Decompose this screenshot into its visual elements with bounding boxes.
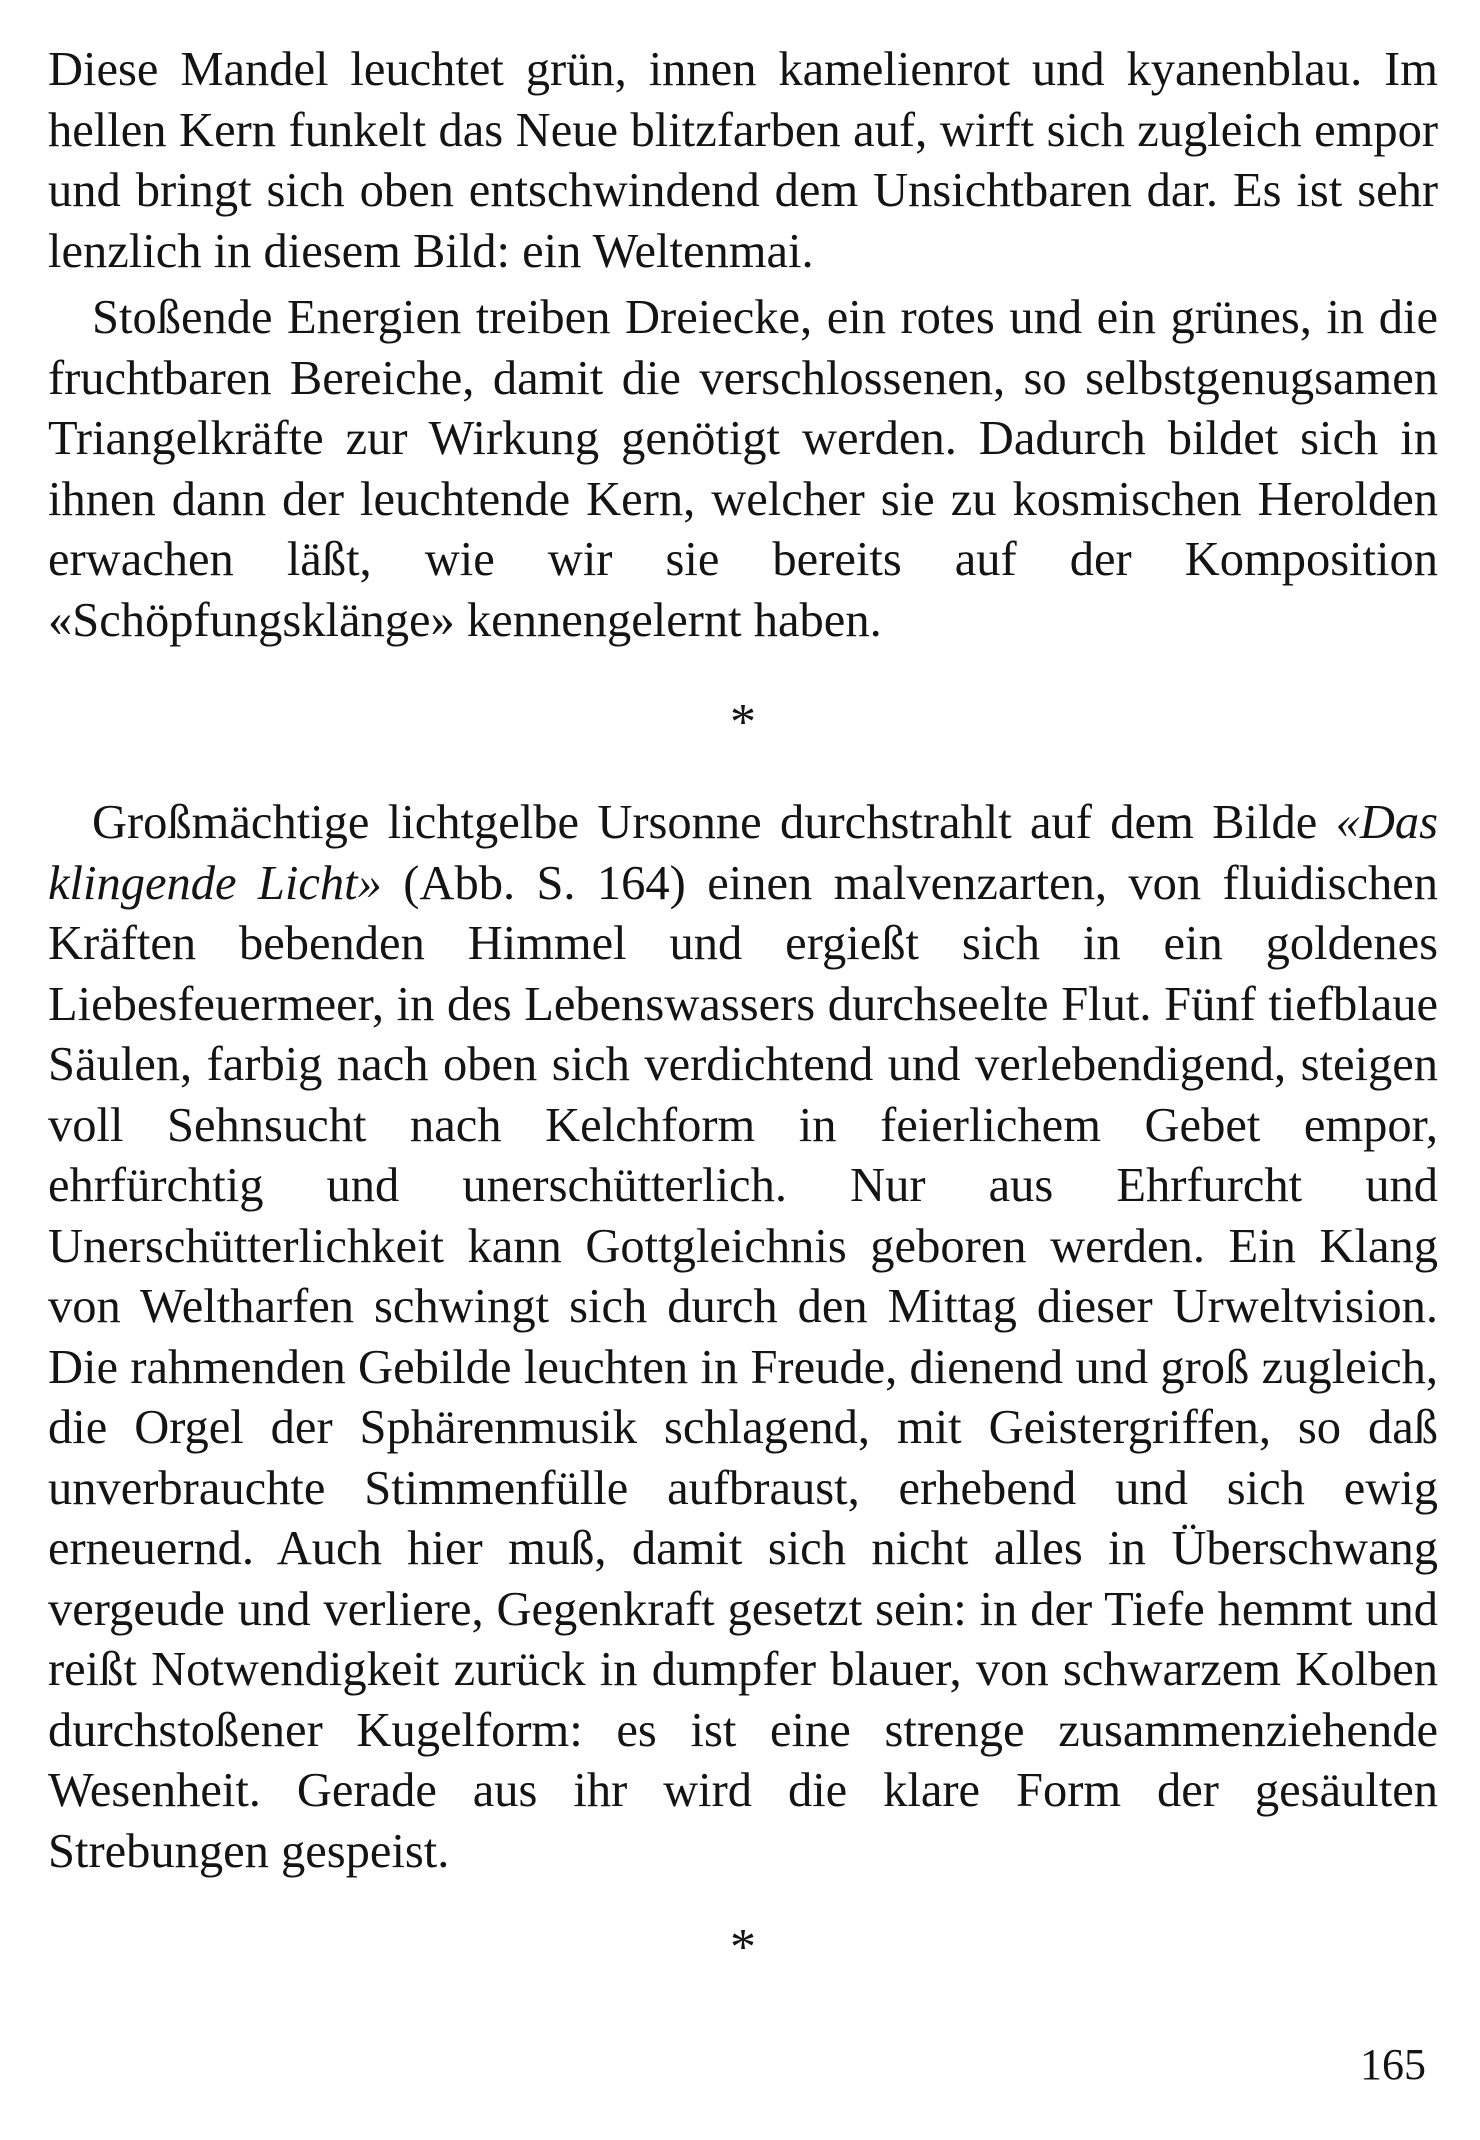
paragraph-text-rest: (Abb. S. 164) einen malvenzarten, von fluidischen Kräften bebenden Himmel und ergießt sich in ein goldenes Liebesfeuermeer, in des Lebenswassers durchseelte Flut. Fünf tiefblaue Säulen, farbig nach oben sich verdichtend und verlebendigend, steigen voll Sehnsucht nach Kelchform in feierlichem Gebet empor, ehrfürchtig und unerschütterlich. Nur aus Ehrfurcht und Unerschütterlichkeit kann Gottgleichnis geboren werden. Ein Klang von Weltharfen schwingt sich durch den Mittag dieser Urweltvision. Die rahmenden Gebilde leuchten in Freude, dienend und groß zugleich, die Orgel der Sphärenmusik schlagend, mit Geistergriffen, so daß unverbrauchte Stimmenfülle aufbraust, erhebend und sich ewig erneuernd. Auch hier muß, damit sich nicht alles in Überschwang vergeude und verliere, Gegenkraft gesetzt sein: in der Tiefe hemmt und reißt Notwendigkeit zurück in dumpfer blauer, von schwarzem Kolben durchstoßener Kugelform: es ist eine strenge zusammenziehende Wesenheit. Gerade aus ihr wird die klare Form der gesäulten Strebungen gespeist. <box>48 856 1438 1878</box>
paragraph-dreiecke: Stoßende Energien treiben Dreiecke, ein rotes und ein grünes, in die fruchtbaren Bereiche, damit die verschlossenen, so selbstgenugsamen Triangelkräfte zur Wirkung genötigt werden. Dadurch bildet sich in ihnen dann der leuchtende Kern, welcher sie zu kosmischen Herolden erwachen läßt, wie wir sie bereits auf der Komposition «Schöpfungsklänge» kennengelernt haben. <box>48 291 1438 647</box>
page-number: 165 <box>1360 2040 1426 2089</box>
section-separator: * <box>730 1919 756 1976</box>
paragraph-mandel: Diese Mandel leuchtet grün, innen kamelienrot und kyanenblau. Im hellen Kern funkelt das Neue blitzfarben auf, wirft sich zugleich empor und bringt sich oben entschwindend dem Unsichtbaren dar. Es ist sehr lenzlich in diesem Bild: ein Weltenmai. <box>48 43 1438 278</box>
page-body <box>48 40 1438 1978</box>
paragraph-klingende-licht <box>48 793 1438 1882</box>
artwork-title: «Das klingende Licht» <box>48 796 1438 910</box>
section-separator: * <box>730 694 756 751</box>
paragraph-text-start: Großmächtige lichtgelbe Ursonne durchstrahlt auf dem Bilde <box>92 796 1336 849</box>
